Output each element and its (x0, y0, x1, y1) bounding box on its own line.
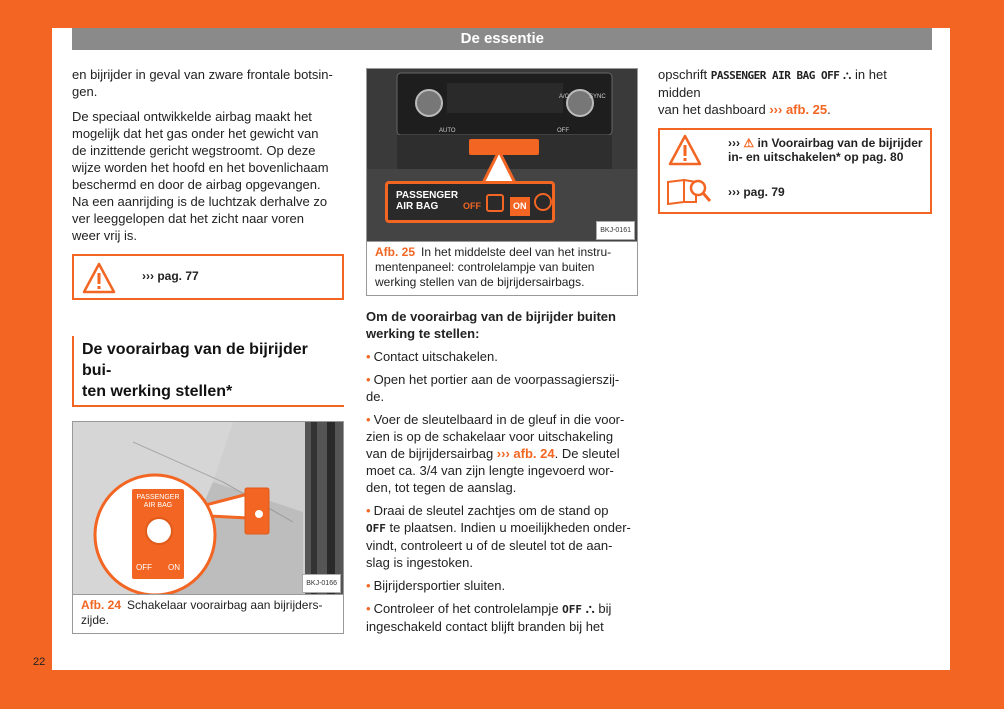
text-line: Na een aanrijding is de luchtzak derhalve zo (72, 194, 328, 209)
button-off: OFF (557, 128, 569, 134)
text-line: OFF (366, 522, 386, 535)
text-line: de. (366, 389, 385, 404)
text-line: Open het portier aan de voorpassagierszij- (373, 372, 620, 387)
page-header: De essentie (72, 28, 932, 50)
warning-icon (82, 262, 116, 294)
figure-code: BKJ-0161 (596, 221, 635, 240)
figure-25-image (366, 68, 638, 242)
bullet-dot: • (366, 372, 371, 387)
panel-label: PASSENGER AIR BAG (396, 190, 459, 212)
paragraph-2 (72, 108, 344, 244)
key-slot-dial (145, 517, 173, 545)
ref-arrow: ››› (769, 102, 783, 117)
bullet-dot: • (366, 601, 371, 616)
instructions-heading: Om de voorairbag van de bijrijder buiten werking te stellen: (366, 309, 616, 341)
warning-icon (668, 134, 702, 166)
off-label: OFF (136, 563, 152, 572)
column-2 (366, 68, 638, 641)
bullet-dot: • (366, 412, 371, 427)
text-line: zien is op de schakelaar voor uitschakeling (366, 429, 614, 444)
text-line: De speciaal ontwikkelde airbag maakt het (72, 109, 312, 124)
text-line: Voer de sleutelbaard in de gleuf in die voor- (373, 412, 625, 427)
page-ref-link[interactable]: ››› pag. 79 (728, 185, 785, 199)
text-line: vindt, controleert u of de sleutel tot de aan- (366, 538, 613, 553)
airbag-icon (534, 193, 552, 211)
list-item (366, 600, 638, 635)
caption-label: Afb. 24 (81, 598, 122, 612)
small-warning-icon: ⚠ (743, 136, 755, 150)
reference-box (658, 128, 932, 214)
section-title (72, 336, 344, 407)
list-item (366, 577, 638, 594)
text-line: Bijrijdersportier sluiten. (373, 578, 506, 593)
figure-25-link[interactable]: afb. 25 (785, 102, 828, 117)
book-search-icon (666, 176, 712, 206)
text-line: wijze worden het hoofd en het bovenlichaam (72, 160, 329, 175)
paragraph-1 (72, 66, 344, 100)
instruction-list (366, 348, 638, 635)
text-line: de inzittende gericht wegstroomt. Op deze (72, 143, 316, 158)
text-line: Controleer of het controlelampje (373, 601, 563, 616)
warning-box (72, 254, 344, 300)
passenger-icon (486, 194, 504, 212)
text-line: . De sleutel (554, 446, 620, 461)
off-indicator: OFF (463, 201, 481, 211)
text-line: moet ca. 3/4 van zijn lengte ingevoerd wor- (366, 463, 614, 478)
on-indicator: ON (510, 197, 530, 216)
text-line: den, tot tegen de aanslag. (366, 480, 517, 495)
text-line: ten werking stellen* (82, 383, 233, 400)
list-item (366, 411, 638, 496)
text-line: mogelijk dat het gas onder het gewicht van (72, 126, 319, 141)
text-line: en bijrijder in geval van zware frontale botsin- (72, 67, 333, 82)
warning-ref-link[interactable]: ››› pag. 77 (142, 269, 199, 283)
caption-label: Afb. 25 (375, 245, 416, 259)
text-line: mentenpaneel: controlelampje van buiten (375, 260, 595, 274)
text-line: slag is ingestoken. (366, 555, 473, 570)
text-line: De voorairbag van de bijrijder bui- (82, 341, 308, 379)
text-line: OFF (562, 603, 583, 616)
button-auto: AUTO (439, 128, 456, 134)
text-line: ver leeggelopen dat het zicht naar voren (72, 211, 304, 226)
text-line: In het middelste deel van het instru- (421, 245, 612, 259)
text-line: weer vrij is. (72, 228, 138, 243)
list-item (366, 348, 638, 365)
text-line: te plaatsen. Indien u moeilijkheden onder- (385, 520, 631, 535)
text-line: Draai de sleutel zachtjes om de stand op (373, 503, 609, 518)
figure-24-link[interactable]: afb. 24 (509, 446, 555, 461)
passenger-off-icon: ⛬ (842, 68, 852, 82)
switch-label: PASSENGER AIR BAG (136, 494, 180, 509)
column-1 (72, 66, 344, 634)
text-line: gen. (72, 84, 98, 99)
text-line: van de bijrijdersairbag (366, 446, 497, 461)
bullet-dot: • (366, 349, 371, 364)
figure-25-caption (366, 242, 638, 296)
figure-code: BKJ-0166 (302, 574, 341, 593)
text-line: ››› (496, 446, 510, 461)
button-sync: SYNC (589, 94, 606, 100)
text-line: zijde. (81, 613, 110, 627)
warning-ref-link[interactable]: ››› ⚠ in Voorairbag van de bijrijder in- en uitschakelen* op pag. 80 (728, 136, 923, 164)
list-item (366, 371, 638, 405)
bullet-dot: • (366, 578, 371, 593)
column-3 (658, 66, 932, 214)
button-ac: A/C (559, 94, 570, 100)
passenger-off-icon: ⛬ (582, 601, 599, 616)
figure-24-image (72, 421, 344, 595)
text-line: beschermd en door de airbag opgevangen. (72, 177, 321, 192)
text-line: bij (598, 601, 612, 616)
text-line: ingeschakeld contact blijft branden bij het (366, 619, 604, 634)
paragraph-continued: opschrift PASSENGER AIR BAG OFF ⛬ in het midden van het dashboard ››› afb. 25. (658, 67, 887, 117)
passenger-airbag-indicator-panel (385, 181, 555, 223)
text-line: werking stellen van de bijrijdersairbags. (375, 275, 585, 289)
text-line: Schakelaar voorairbag aan bijrijders- (127, 598, 323, 612)
list-item (366, 502, 638, 571)
door-illustration (73, 422, 344, 595)
figure-24-caption (72, 595, 344, 634)
text-line: Contact uitschakelen. (373, 349, 498, 364)
bullet-dot: • (366, 503, 371, 518)
page-number: 22 (33, 656, 46, 668)
on-label: ON (168, 563, 180, 572)
airbag-switch-closeup (131, 488, 185, 580)
